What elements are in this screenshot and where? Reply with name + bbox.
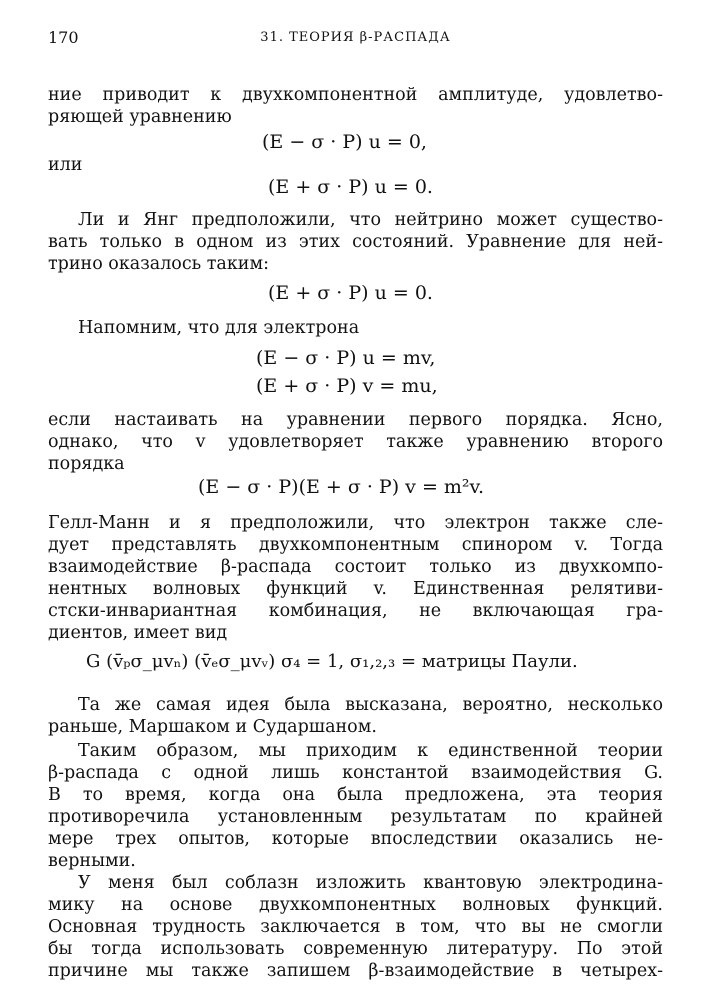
text-line: Та же самая идея была высказана, вероятно, несколько — [78, 695, 663, 715]
text-line: мере трех опытов, которые впоследствии оказались не- — [48, 829, 663, 849]
equation: G (v̄ₚσ_μvₙ) (v̄ₑσ_μvᵥ) σ₄ = 1, σ₁,₂,₃ = матрицы Паули. — [86, 651, 578, 672]
page-header — [48, 28, 663, 52]
text-line: Напомним, что для электрона — [78, 318, 360, 338]
text-line: противоречила установленным результатам по крайней — [48, 807, 663, 827]
running-title: 31. ТЕОРИЯ β-РАСПАДА — [260, 30, 451, 45]
text-line: причине мы также запишем β-взаимодействие в четырех- — [48, 961, 663, 981]
text-line: стски-инвариантная комбинация, не включающая гра- — [48, 601, 663, 621]
text-line: однако, что v удовлетворяет также уравнению второго — [48, 432, 663, 452]
equation: (E − σ · P)(E + σ · P) v = m²v. — [198, 476, 485, 498]
text-line: диентов, имеет вид — [48, 623, 228, 643]
text-line: Таким образом, мы приходим к единственной теории — [78, 741, 663, 761]
equation: (E − σ · P) u = 0, — [262, 131, 427, 153]
text-line: Ли и Янг предположили, что нейтрино может существо- — [78, 210, 663, 230]
text-line: или — [48, 155, 83, 175]
text-line: дует представлять двухкомпонентным спинором v. Тогда — [48, 535, 663, 555]
text-line: Гелл-Манн и я предположили, что электрон также сле- — [48, 513, 663, 533]
equation: (E + σ · P) u = 0. — [268, 176, 433, 198]
text-line: β-распада с одной лишь константой взаимодействия G. — [48, 763, 663, 783]
text-line: мику на основе двухкомпонентных волновых функций. — [48, 895, 663, 915]
text-line: трино оказалось таким: — [48, 254, 269, 274]
equation: (E − σ · P) u = mv, — [256, 347, 436, 369]
text-line: В то время, когда она была предложена, эта теория — [48, 785, 663, 805]
text-line: порядка — [48, 454, 125, 474]
text-line: Основная трудность заключается в том, что вы не смогли — [48, 917, 663, 937]
equation: (E + σ · P) u = 0. — [268, 282, 433, 304]
text-line: верными. — [48, 851, 136, 871]
text-line: нентных волновых функций v. Единственная релятиви- — [48, 579, 663, 599]
text-line: ряющей уравнению — [48, 107, 232, 127]
text-line: бы тогда использовать современную литературу. По этой — [48, 939, 663, 959]
text-line: ние приводит к двухкомпонентной амплитуде, удовлетво- — [48, 85, 663, 105]
text-line: У меня был соблазн изложить квантовую электродина- — [78, 873, 663, 893]
text-line: взаимодействие β-распада состоит только из двухкомпо- — [48, 557, 663, 577]
equation: (E + σ · P) v = mu, — [256, 375, 438, 397]
text-line: раньше, Маршаком и Сударшаном. — [48, 717, 377, 737]
text-line: если настаивать на уравнении первого порядка. Ясно, — [48, 410, 663, 430]
page-number: 170 — [48, 28, 79, 47]
text-line: вать только в одном из этих состояний. Уравнение для ней- — [48, 232, 663, 252]
